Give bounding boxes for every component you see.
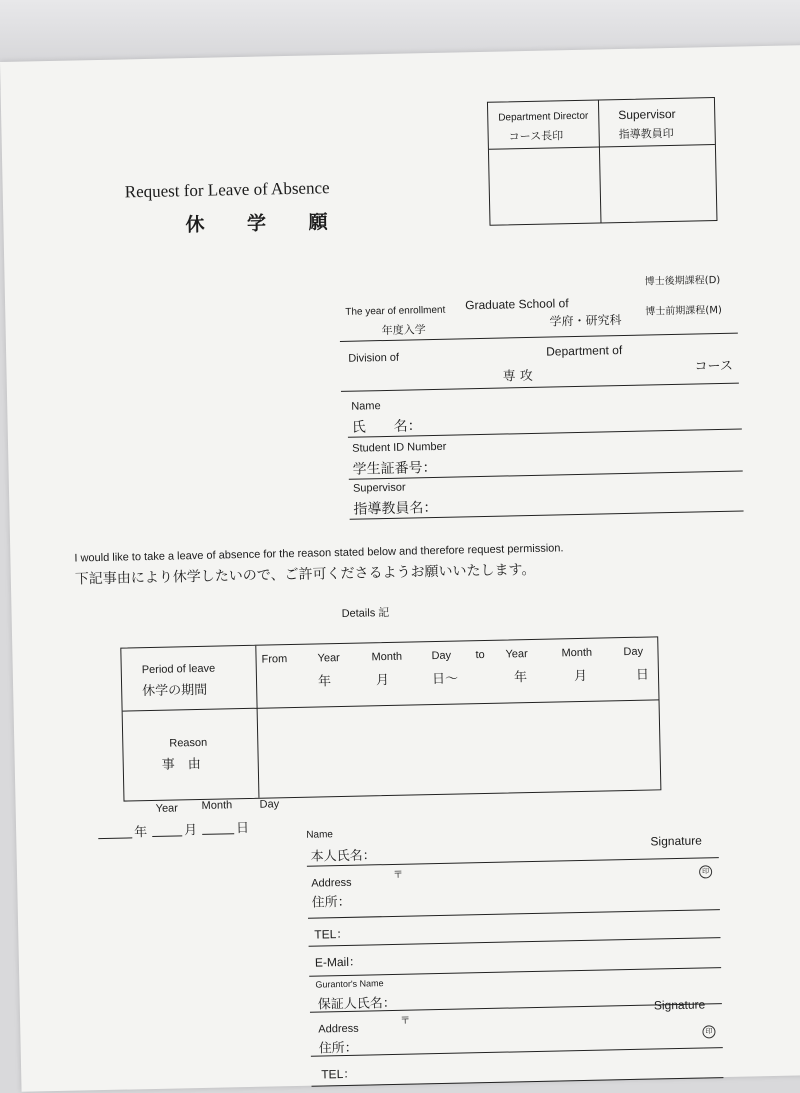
division-label-en: Division of [348, 351, 400, 365]
from-year-label-jp: 年 [317, 674, 332, 690]
from-label: From [261, 653, 288, 666]
enrollment-label-jp: 年度入学 [381, 323, 426, 338]
to-year-label-en: Year [505, 648, 528, 661]
guarantor-address-field-line[interactable] [311, 1047, 723, 1057]
applicant-address-field-line[interactable] [308, 909, 720, 919]
date-day-label-jp: 日 [235, 820, 250, 837]
period-table [120, 636, 661, 801]
date-month-field[interactable] [152, 835, 182, 837]
date-year-label-jp: 年 [134, 825, 148, 841]
grad-school-label-jp: 学府・研究科 [549, 313, 622, 329]
period-label-jp: 休学の期間 [142, 682, 208, 700]
to-month-label-jp: 月 [573, 668, 588, 685]
from-year-label-en: Year [317, 652, 340, 665]
period-label-en: Period of leave [141, 662, 216, 677]
guarantor-signature-label: Signature [653, 997, 706, 1013]
applicant-email-label: E-Mail： [314, 954, 362, 970]
applicant-postal-mark: 〒 [393, 869, 404, 881]
supervisor-name-label-jp: 指導教員名： [353, 499, 438, 518]
supervisor-name-label-en: Supervisor [352, 481, 406, 495]
date-month-label-jp: 月 [183, 823, 198, 839]
date-day-field[interactable] [202, 833, 234, 835]
guarantor-address-label-jp: 住所： [318, 1040, 358, 1057]
reason-field[interactable] [261, 703, 657, 793]
form-title-jp: 休 学 願 [185, 210, 346, 237]
details-label: Details 記 [341, 606, 390, 620]
from-day-label-jp: 日～ [431, 671, 459, 688]
applicant-name-label-jp: 本人氏名： [310, 848, 376, 865]
date-year-field[interactable] [98, 837, 132, 839]
guarantor-seal-icon: 印 [702, 1025, 715, 1038]
reason-label-jp: 事 由 [161, 756, 201, 773]
guarantor-tel-label: TEL： [321, 1066, 356, 1082]
master-course-label: 博士前期課程(M) [645, 304, 722, 318]
form-title-en: Request for Leave of Absence [124, 178, 330, 202]
to-day-label-en: Day [623, 645, 644, 659]
guarantor-name-label-jp: 保証人氏名： [317, 995, 396, 1013]
to-label: to [475, 648, 485, 662]
department-label-jp: コース [694, 358, 734, 375]
statement-en: I would like to take a leave of absence for the reason stated below and therefore request permission. [74, 542, 564, 565]
guarantor-tel-field-line[interactable] [312, 1077, 724, 1087]
to-day-label-jp: 日 [635, 667, 650, 683]
applicant-email-field-line[interactable] [309, 967, 721, 977]
from-month-label-en: Month [371, 650, 403, 664]
student-id-label-jp: 学生証番号： [352, 459, 437, 478]
supervisor-label-jp: 指導教員印 [618, 126, 674, 142]
director-label-en: Department Director [498, 110, 589, 124]
from-day-label-en: Day [431, 649, 452, 663]
from-month-label-jp: 月 [375, 672, 390, 689]
supervisor-label-en: Supervisor [618, 106, 676, 123]
table-column-divider [255, 646, 259, 798]
applicant-address-label-en: Address [311, 876, 352, 890]
date-day-label-en: Day [259, 798, 280, 811]
applicant-tel-field-line[interactable] [309, 937, 721, 947]
date-month-label-en: Month [201, 799, 233, 812]
to-year-label-jp: 年 [513, 670, 528, 686]
applicant-address-label-jp: 住所： [311, 894, 351, 911]
supervisor-stamp-field[interactable] [603, 146, 714, 220]
director-label-jp: コース長印 [508, 129, 564, 144]
division-label-jp: 専 攻 [502, 368, 533, 385]
guarantor-postal-mark: 〒 [400, 1015, 411, 1027]
grad-school-label-en: Graduate School of [465, 296, 569, 313]
director-stamp-field[interactable] [491, 149, 598, 223]
stamp-divider [598, 100, 602, 222]
applicant-signature-label: Signature [650, 833, 702, 849]
division-line [341, 383, 739, 392]
student-id-label-en: Student ID Number [352, 440, 447, 455]
stamp-box [487, 97, 718, 226]
guarantor-name-label-en: Gurantor's Name [315, 978, 384, 990]
to-month-label-en: Month [561, 646, 593, 660]
applicant-name-label-en: Name [306, 829, 334, 841]
statement-jp: 下記事由により休学したいので、ご許可くださるようお願いいたします。 [74, 561, 536, 588]
applicant-tel-label: TEL： [314, 926, 349, 942]
name-label-jp: 氏 名： [351, 418, 422, 436]
leave-of-absence-form [0, 45, 800, 1092]
applicant-seal-icon: 印 [699, 865, 712, 878]
guarantor-address-label-en: Address [318, 1022, 359, 1036]
name-label-en: Name [351, 400, 381, 413]
doctoral-course-label: 博士後期課程(D) [644, 274, 721, 288]
department-label-en: Department of [546, 343, 623, 359]
reason-label-en: Reason [169, 736, 208, 750]
date-year-label-en: Year [155, 802, 179, 815]
enrollment-label-en: The year of enrollment [345, 304, 446, 318]
